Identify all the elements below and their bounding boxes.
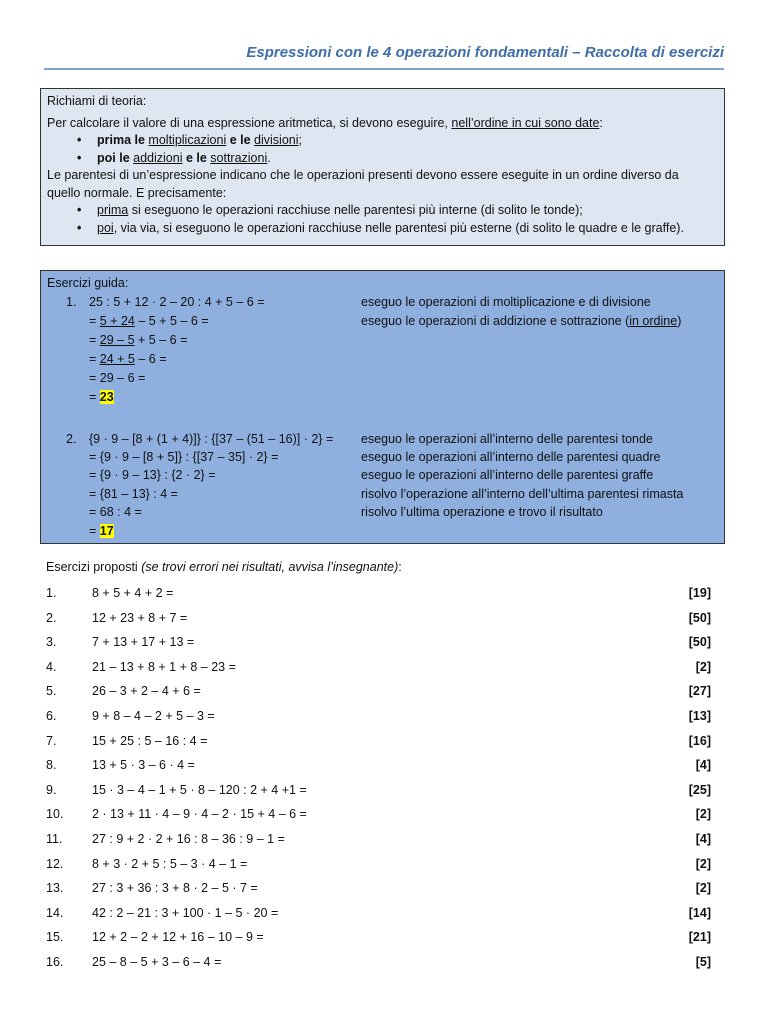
exercise-row [46, 829, 711, 849]
exercise-number: 10. [46, 807, 64, 822]
text: e le [182, 150, 211, 165]
guide-ex2-line3 [41, 466, 724, 485]
guide-ex2-line1 [41, 430, 724, 449]
expression: 13 + 5 · 3 – 6 · 4 = [92, 758, 195, 773]
text-underlined: sottrazioni [210, 150, 268, 165]
text: + 5 – 6 = [134, 333, 188, 347]
text: Esercizi proposti [46, 560, 142, 574]
text-underlined: 29 – 5 [99, 333, 135, 347]
exercise-row [46, 681, 711, 701]
expression: = {81 – 13} : 4 = [89, 487, 178, 501]
expression [89, 350, 167, 369]
text: : [398, 560, 402, 574]
exercise-number: 11. [46, 832, 63, 846]
expression: 27 : 9 + 2 · 2 + 16 : 8 – 36 : 9 – 1 = [92, 832, 285, 846]
highlighted-result: 23 [99, 390, 114, 404]
text: = [89, 524, 100, 538]
expression: 42 : 2 – 21 : 3 + 100 · 1 – 5 · 20 = [92, 905, 279, 920]
text-underlined: divisioni [254, 133, 299, 147]
expression: 8 + 3 · 2 + 5 : 5 – 3 · 4 – 1 = [92, 856, 248, 871]
expression: 8 + 5 + 4 + 2 = [92, 586, 174, 600]
exercise-row [46, 755, 711, 775]
text: e le [226, 133, 255, 147]
text-underlined: in ordine [629, 314, 678, 328]
expression: 15 · 3 – 4 – 1 + 5 · 8 – 120 : 2 + 4 +1 = [92, 782, 307, 797]
expression: = {9 · 9 – 13} : {2 · 2} = [89, 468, 216, 482]
result: [4] [695, 758, 711, 773]
guide-ex2-line2 [41, 448, 724, 467]
expression: = 68 : 4 = [89, 505, 142, 519]
exercise-number: 12. [46, 856, 64, 871]
exercise-number: 5. [46, 684, 57, 699]
guide-title: Esercizi guida: [47, 276, 129, 290]
expression: {9 · 9 – [8 + (1 + 4)]} : {[37 – (51 – 16)] · 2} = [89, 432, 334, 446]
expression: 25 : 5 + 12 · 2 – 20 : 4 + 5 – 6 = [89, 295, 265, 309]
exercise-row [46, 854, 711, 874]
exercise-number: 7. [46, 733, 57, 748]
guide-ex1-line2 [41, 312, 724, 331]
guide-ex1-line1 [41, 293, 724, 312]
guide-ex2-line5 [41, 503, 724, 522]
theory-title: Richiami di teoria: [47, 94, 147, 108]
exercise-number: 2. [46, 610, 57, 625]
bullet-inner-parentheses [47, 202, 718, 220]
expression: 12 + 2 – 2 + 12 + 16 – 10 – 9 = [92, 930, 264, 945]
text: , via via, si eseguono le operazioni racchiuse nelle parentesi più esterne (di solito le quadre e le graffe). [113, 220, 684, 235]
text: . [267, 150, 271, 165]
bullet-outer-parentheses [47, 220, 718, 238]
text-underlined: nell’ordine in cui sono date [451, 115, 600, 130]
text-underlined: prima [97, 203, 129, 217]
expression [89, 522, 114, 541]
result: [2] [695, 881, 711, 896]
expression: 12 + 23 + 8 + 7 = [92, 610, 188, 625]
expression: 2 · 13 + 11 · 4 – 9 · 4 – 2 · 15 + 4 – 6 = [92, 807, 307, 822]
exercise-row [46, 903, 711, 923]
exercise-row [46, 952, 711, 972]
result: [19] [688, 586, 711, 600]
explanation: eseguo le operazioni all’interno delle parentesi quadre [361, 450, 661, 464]
theory-paragraph-line2: quello normale. E precisamente: [47, 185, 227, 200]
expression: 9 + 8 – 4 – 2 + 5 – 3 = [92, 709, 215, 723]
explanation: eseguo le operazioni all’interno delle parentesi graffe [361, 468, 654, 482]
expression: 7 + 13 + 17 + 13 = [92, 635, 195, 650]
text: prima le [97, 133, 149, 147]
exercise-row [46, 731, 711, 751]
text: = [89, 314, 100, 328]
exercise-row [46, 608, 711, 628]
theory-paragraph-line1: Le parentesi di un’espressione indicano che le operazioni presenti devono essere eseguite in un ordine diverso da [47, 168, 679, 182]
text-underlined: 24 + 5 [99, 352, 135, 366]
text: Per calcolare il valore di una espressione aritmetica, si devono eseguire, [47, 115, 452, 130]
bullet-addition [47, 150, 718, 168]
expression: 27 : 3 + 36 : 3 + 8 · 2 – 5 · 7 = [92, 881, 258, 896]
result: [2] [695, 807, 711, 822]
exercise-number: 8. [46, 758, 57, 773]
text: – 6 = [134, 352, 167, 366]
exercise-number: 15. [46, 930, 64, 945]
expression: = {9 · 9 – [8 + 5]} : {[37 – 35] · 2} = [89, 450, 279, 464]
exercise-number: 13. [46, 881, 64, 896]
proposed-exercises-title [46, 560, 402, 574]
expression: 21 – 13 + 8 + 1 + 8 – 23 = [92, 659, 236, 674]
exercise-row [46, 583, 711, 603]
text-underlined: poi [97, 220, 114, 235]
explanation [361, 312, 681, 331]
text: = [89, 333, 100, 347]
text: ; [298, 133, 302, 147]
highlighted-result: 17 [99, 524, 114, 538]
explanation: eseguo le operazioni di moltiplicazione e di divisione [361, 295, 651, 309]
result: [21] [688, 930, 711, 945]
explanation: risolvo l’operazione all’interno dell’ultima parentesi rimasta [361, 487, 684, 501]
result: [27] [688, 684, 711, 699]
text: = [89, 390, 100, 404]
explanation: risolvo l’ultima operazione e trovo il risultato [361, 505, 603, 519]
exercise-row [46, 657, 711, 677]
expression: 15 + 25 : 5 – 16 : 4 = [92, 733, 208, 748]
guide-ex2-line4 [41, 485, 724, 504]
text: si eseguono le operazioni racchiuse nelle parentesi più interne (di solito le tonde); [128, 203, 583, 217]
page-title: Espressioni con le 4 operazioni fondamentali – Raccolta di esercizi [246, 44, 724, 61]
exercise-number: 2. [66, 432, 77, 446]
exercise-row [46, 804, 711, 824]
expression [89, 312, 209, 331]
text-underlined: addizioni [133, 150, 183, 165]
exercise-number: 4. [46, 659, 57, 674]
guided-exercises-box [40, 270, 725, 544]
result: [5] [695, 955, 711, 969]
result: [13] [688, 709, 711, 723]
expression [89, 388, 114, 407]
result: [50] [688, 635, 711, 650]
text-underlined: 5 + 24 [99, 314, 135, 328]
text: eseguo le operazioni di addizione e sottrazione ( [361, 314, 630, 328]
theory-intro [47, 115, 718, 133]
text-italic: (se trovi errori nei risultati, avvisa l’insegnante) [141, 560, 399, 574]
exercise-number: 1. [66, 295, 77, 309]
exercise-number: 3. [46, 635, 57, 650]
expression [89, 331, 187, 350]
text: poi le [97, 150, 134, 165]
exercise-row [46, 706, 711, 726]
exercise-row [46, 878, 711, 898]
text: ) [677, 314, 682, 328]
exercise-number: 14. [46, 905, 64, 920]
result: [2] [695, 856, 711, 871]
text: = [89, 352, 100, 366]
explanation: eseguo le operazioni all’interno delle parentesi tonde [361, 432, 653, 446]
text: : [599, 115, 603, 130]
exercise-number: 1. [46, 586, 57, 600]
expression: 26 – 3 + 2 – 4 + 6 = [92, 684, 201, 699]
expression: = 29 – 6 = [89, 371, 146, 385]
exercise-number: 6. [46, 709, 57, 723]
exercise-number: 9. [46, 782, 57, 797]
expression: 25 – 8 – 5 + 3 – 6 – 4 = [92, 955, 222, 969]
page-header [44, 44, 724, 70]
text: – 5 + 5 – 6 = [134, 314, 209, 328]
theory-box [40, 88, 725, 246]
text-underlined: moltiplicazioni [148, 133, 227, 147]
result: [2] [695, 659, 711, 674]
result: [14] [688, 905, 711, 920]
result: [25] [688, 782, 711, 797]
bullet-multiplication [47, 132, 718, 150]
result: [50] [688, 610, 711, 625]
exercise-row [46, 927, 711, 947]
exercise-number: 16. [46, 955, 64, 969]
result: [4] [695, 832, 711, 846]
result: [16] [688, 733, 711, 748]
exercise-row [46, 780, 711, 800]
exercise-row [46, 632, 711, 652]
